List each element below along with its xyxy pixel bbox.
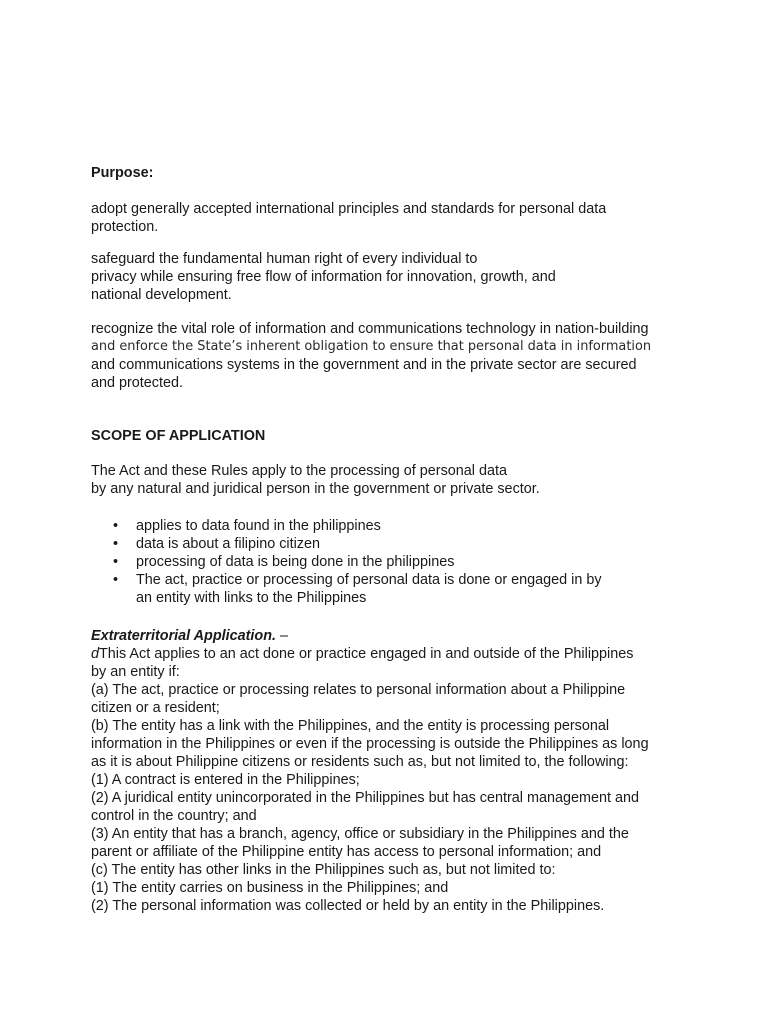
paragraph-line: safeguard the fundamental human right of every individual to bbox=[91, 251, 478, 267]
extraterritorial-dash: – bbox=[275, 628, 288, 644]
paragraph-line: The Act and these Rules apply to the processing of personal data bbox=[91, 463, 507, 479]
purpose-paragraph-1 bbox=[91, 200, 606, 236]
paragraph-line: (1) A contract is entered in the Philippines; bbox=[91, 772, 360, 788]
purpose-paragraph-3 bbox=[91, 320, 651, 392]
paragraph-line: citizen or a resident; bbox=[91, 700, 220, 716]
list-item-text: data is about a filipino citizen bbox=[136, 536, 320, 552]
list-item-text: an entity with links to the Philippines bbox=[136, 590, 367, 606]
paragraph-line: parent or affiliate of the Philippine entity has access to personal information; and bbox=[91, 844, 602, 860]
paragraph-line: (2) The personal information was collected or held by an entity in the Philippines. bbox=[91, 898, 605, 914]
extraterritorial-heading bbox=[91, 626, 288, 646]
paragraph-line: control in the country; and bbox=[91, 808, 257, 824]
paragraph-line: (3) An entity that has a branch, agency, office or subsidiary in the Philippines and the bbox=[91, 826, 629, 842]
paragraph-line: privacy while ensuring free flow of information for innovation, growth, and bbox=[91, 269, 556, 285]
list-item bbox=[91, 571, 691, 607]
bullet-icon: • bbox=[113, 536, 119, 552]
extraterritorial-body bbox=[91, 645, 649, 915]
scope-intro bbox=[91, 462, 540, 498]
bullet-icon: • bbox=[113, 518, 119, 534]
list-item bbox=[91, 553, 691, 571]
extraterritorial-title: Extraterritorial Application. bbox=[91, 628, 276, 644]
list-item-text: The act, practice or processing of personal data is done or engaged in by bbox=[136, 572, 602, 588]
paragraph-line: (c) The entity has other links in the Philippines such as, but not limited to: bbox=[91, 862, 556, 878]
prefix-glyph: d bbox=[91, 646, 100, 662]
paragraph-line: as it is about Philippine citizens or residents such as, but not limited to, the following: bbox=[91, 754, 629, 770]
list-item bbox=[91, 535, 691, 553]
purpose-paragraph-2 bbox=[91, 250, 556, 304]
paragraph-line: and protected. bbox=[91, 375, 184, 391]
paragraph-line: information in the Philippines or even if the processing is outside the Philippines as long bbox=[91, 736, 649, 752]
scope-bullet-list bbox=[91, 517, 691, 607]
paragraph-line: (2) A juridical entity unincorporated in the Philippines but has central management and bbox=[91, 790, 639, 806]
paragraph-line: by an entity if: bbox=[91, 664, 180, 680]
paragraph-line: (1) The entity carries on business in the Philippines; and bbox=[91, 880, 449, 896]
list-item-text: processing of data is being done in the philippines bbox=[136, 554, 455, 570]
paragraph-line: recognize the vital role of information and communications technology in nation-building bbox=[91, 321, 649, 337]
paragraph-line: and communications systems in the government and in the private sector are secured bbox=[91, 357, 637, 373]
paragraph-line-text: This Act applies to an act done or practice engaged in and outside of the Philippines bbox=[99, 646, 634, 662]
paragraph-line: adopt generally accepted international principles and standards for personal data bbox=[91, 201, 607, 217]
bullet-icon: • bbox=[113, 572, 119, 588]
bullet-icon: • bbox=[113, 554, 119, 570]
paragraph-line bbox=[91, 645, 649, 663]
list-item bbox=[91, 517, 691, 535]
paragraph-line: national development. bbox=[91, 287, 232, 303]
paragraph-line: (a) The act, practice or processing relates to personal information about a Philippine bbox=[91, 682, 626, 698]
paragraph-line: protection. bbox=[91, 219, 159, 235]
scope-heading: SCOPE OF APPLICATION bbox=[91, 428, 266, 444]
paragraph-line: and enforce the State’s inherent obligation to ensure that personal data in information bbox=[91, 339, 652, 354]
purpose-heading: Purpose: bbox=[91, 165, 154, 181]
list-item-text: applies to data found in the philippines bbox=[136, 518, 381, 534]
paragraph-line: by any natural and juridical person in the government or private sector. bbox=[91, 481, 540, 497]
paragraph-line: (b) The entity has a link with the Philippines, and the entity is processing personal bbox=[91, 718, 610, 734]
